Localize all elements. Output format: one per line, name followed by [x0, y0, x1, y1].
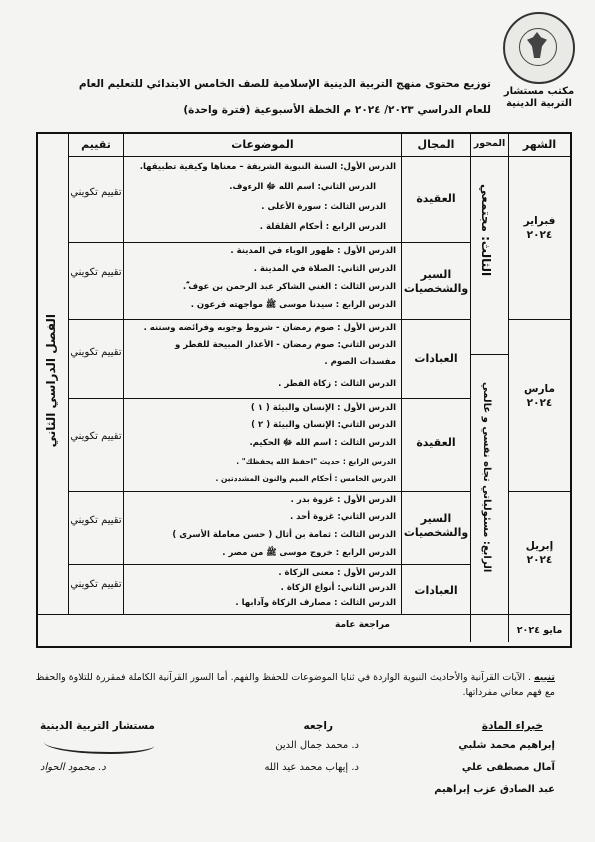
- note-paragraph: [35, 670, 555, 700]
- topics-row-2: [128, 244, 396, 318]
- header-axis: المحور: [473, 138, 506, 149]
- signature-scribble-icon: [44, 734, 154, 754]
- eval-row-6: تقييم تكويني: [70, 579, 122, 590]
- axis-4-label: الرابع: مسئولياتي تجاه نفسي و عالمي: [481, 382, 492, 573]
- topics-row-6: [128, 566, 396, 613]
- document-title: توزيع محتوى منهج التربية الدينية الإسلامية للصف الخامس الابتدائي للتعليم العام: [78, 78, 491, 90]
- header-month: الشهر: [522, 138, 557, 151]
- field-row-5: السير والشخصيات: [403, 512, 469, 539]
- topic-line: الدرس الثاني: أنواع الزكاة .: [280, 583, 396, 593]
- eval-row-1: تقييم تكويني: [70, 187, 122, 198]
- topic-line: الدرس الرابع : حديث "احفظ الله يحفظك" .: [236, 457, 396, 466]
- topic-line: الدرس الأول : ظهور الوباء في المدينة .: [230, 246, 396, 256]
- topic-line: الدرس الأول : الإنسان والبيئة ( ١ ): [250, 403, 396, 413]
- topic-line: الدرس الأول : صوم رمضان - شروط وجوبه وفرائضه وسننه .: [143, 323, 396, 333]
- field-row-2: السير والشخصيات: [403, 268, 469, 295]
- topic-line: الدرس الثالث : مصارف الزكاة وآدابها .: [235, 598, 396, 608]
- topic-line: الدرس الثاني: اسم الله ﷻ الرءوف.: [229, 182, 376, 192]
- axis-3-label: الثالث: مجتمعي: [479, 184, 493, 277]
- topic-line: الدرس الرابع : خروج موسى ﷺ من مصر .: [222, 548, 396, 558]
- topic-line: الدرس الثاني: غزوة أحد .: [289, 512, 396, 522]
- month-april: إبريل ٢٠٢٤: [525, 540, 554, 566]
- document-subtitle: للعام الدراسي ٢٠٢٣/ ٢٠٢٤ م الخطة الأسبوعية (فترة واحدة): [183, 104, 491, 116]
- month-march: مارس ٢٠٢٤: [524, 383, 555, 409]
- advisor-title: مستشار التربية الدينية: [40, 720, 155, 732]
- topic-line: مفسدات الصوم .: [324, 357, 396, 367]
- topic-line: الدرس الثاني: الصلاة في المدينة .: [253, 264, 396, 274]
- topic-line: الدرس الثالث : الغني الشاكر عبد الرحمن بن عوف ؓ.: [182, 282, 396, 292]
- topic-line: الدرس الثالث : سورة الأعلى .: [261, 202, 386, 212]
- eval-row-3: تقييم تكويني: [70, 347, 122, 358]
- experts-title: خبراء المادة: [481, 720, 543, 732]
- topic-line: الدرس الرابع : سيدنا موسى ﷺ مواجهته فرعون .: [190, 300, 396, 310]
- topic-line: الدرس الثاني: صوم رمضان - الأعذار المبيحة للفطر و: [175, 340, 396, 350]
- header-field: المجال: [417, 138, 455, 151]
- topic-line: الدرس الخامس : أحكام الميم والنون المشددتين .: [215, 474, 396, 483]
- topics-row-3: [128, 321, 396, 397]
- term-label: الفصل الدراسي الثاني: [44, 314, 58, 448]
- eval-row-2: تقييم تكويني: [70, 267, 122, 278]
- topic-line: الدرس الرابع : أحكام القلقلة .: [259, 222, 386, 232]
- reviewer-name: د. محمد جمال الدين: [275, 740, 359, 751]
- field-row-3: العبادات: [414, 352, 458, 365]
- reviewer-name: د. إيهاب محمد عيد الله: [264, 762, 359, 773]
- eval-row-5: تقييم تكويني: [70, 515, 122, 526]
- topics-row-4: [128, 401, 396, 490]
- advisor-name: د. محمود الحواد: [40, 762, 106, 773]
- eval-row-4: تقييم تكويني: [70, 431, 122, 442]
- topic-line: الدرس الثاني: الإنسان والبيئة ( ٢ ): [251, 420, 396, 430]
- expert-name: إبراهيم محمد شلبي: [458, 740, 555, 751]
- reviewers-title: راجعه: [303, 720, 333, 732]
- header-eval: تقييم: [81, 138, 111, 151]
- month-may: مايو ٢٠٢٤: [516, 625, 563, 636]
- office-name: مكتب مستشار التربية الدينية: [503, 86, 575, 109]
- field-row-4: العقيدة: [416, 436, 456, 449]
- header-topics: الموضوعات: [231, 138, 294, 151]
- note-text: . الآيات القرآنية والأحاديث النبوية الواردة في ثنايا الموضوعات للحفظ والفهم. أما السور القرآنية الكاملة فمقررة للتلاوة والحفظ مع فهم معاني مفرداتها.: [35, 672, 555, 698]
- general-review: مراجعة عامة: [335, 620, 390, 630]
- expert-name: آمال مصطفى علي: [461, 762, 555, 773]
- topic-line: الدرس الثالث : زكاة الفطر .: [278, 379, 396, 389]
- topics-row-1: [128, 160, 396, 240]
- note-label: تنبيه: [534, 672, 555, 683]
- topic-line: الدرس الأول: السنة النبوية الشريفة – معناها وكيفية تطبيقها.: [139, 162, 396, 172]
- topic-line: الدرس الثالث : اسم الله ﷻ الحكيم.: [249, 438, 396, 448]
- ministry-seal-icon: [503, 12, 575, 84]
- month-february: فبراير ٢٠٢٤: [523, 215, 556, 241]
- field-row-1: العقيدة: [416, 192, 456, 205]
- topic-line: الدرس الثالث : ثمامة بن أثال ( حسن معاملة الأسرى ): [172, 530, 396, 540]
- expert-name: عبد الصادق عزب إبراهيم: [434, 784, 555, 795]
- topics-row-5: [128, 493, 396, 563]
- field-row-6: العبادات: [414, 584, 458, 597]
- curriculum-table: [36, 132, 572, 648]
- topic-line: الدرس الأول : غزوة بدر .: [290, 495, 396, 505]
- topic-line: الدرس الأول : معنى الزكاة .: [278, 568, 396, 578]
